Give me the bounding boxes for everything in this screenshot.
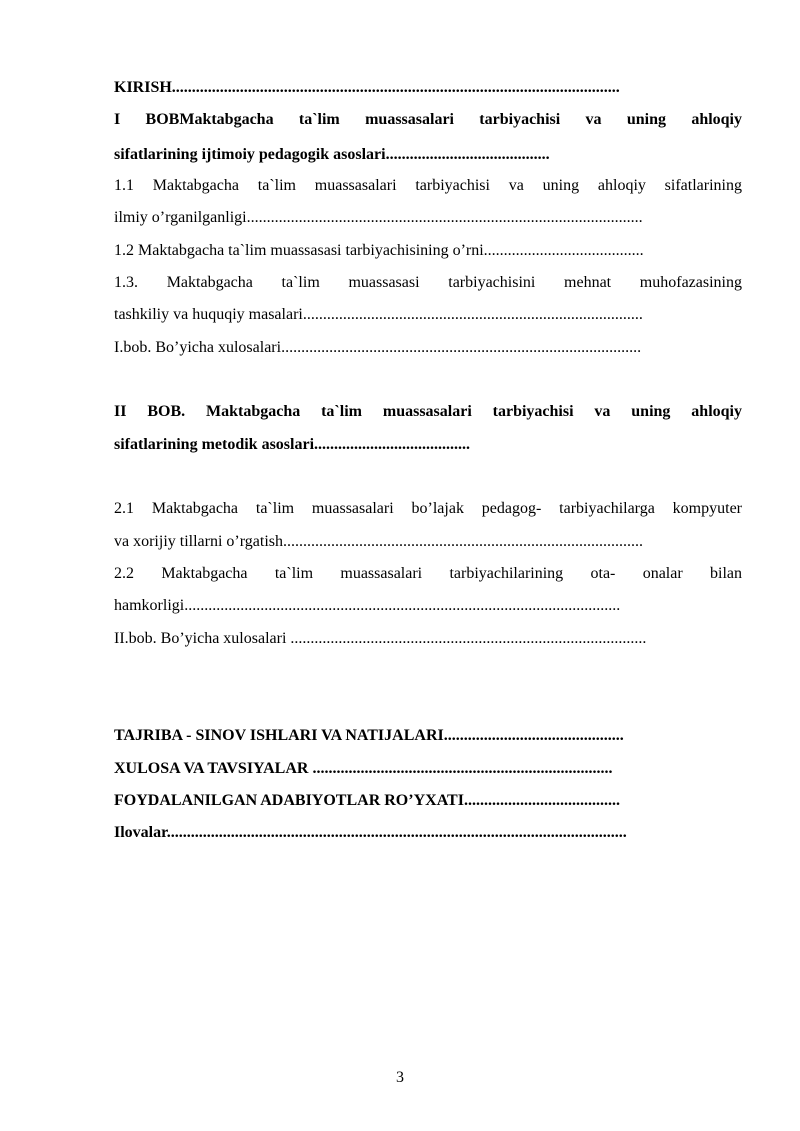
toc-entry-section-1-1-cont: ilmiy o’rganilganligi................................................................................................... [114,209,643,226]
page-number: 3 [396,1069,404,1086]
toc-entry-section-2-1-cont: va xorijiy tillarni o’rgatish.......................................................................................... [114,533,644,550]
toc-entry-ilovalar: Ilovalar................................................................................................................... [114,824,627,841]
toc-entry-chapter1-title: I BOBMaktabgacha ta`lim muassasalari tarbiyachisi va uning ahloqiy [114,111,742,128]
toc-entry-chapter1-title-cont: sifatlarining ijtimoiy pedagogik asoslari......................................... [114,146,550,163]
toc-entry-kirish: KIRISH................................................................................................................ [114,79,620,96]
toc-entry-section-1-1: 1.1 Maktabgacha ta`lim muassasalari tarbiyachisi va uning ahloqiy sifatlarining [114,177,742,194]
toc-entry-chapter2-title: II BOB. Maktabgacha ta`lim muassasalari tarbiyachisi va uning ahloqiy [114,403,742,420]
toc-entry-section-1-3-cont: tashkiliy va huquqiy masalari..................................................................................... [114,306,643,323]
toc-entry-chapter2-summary: II.bob. Bo’yicha xulosalari ......................................................................................... [114,630,647,647]
toc-entry-foydalanilgan: FOYDALANILGAN ADABIYOTLAR RO’YXATI....................................... [114,792,620,809]
toc-entry-section-1-3: 1.3. Maktabgacha ta`lim muassasasi tarbiyachisini mehnat muhofazasining [114,274,742,291]
toc-entry-chapter2-title-cont: sifatlarining metodik asoslari....................................... [114,436,471,453]
toc-entry-tajriba: TAJRIBA - SINOV ISHLARI VA NATIJALARI............................................. [114,727,624,744]
toc-entry-section-2-2: 2.2 Maktabgacha ta`lim muassasalari tarbiyachilarining ota- onalar bilan [114,565,742,582]
toc-entry-section-2-1: 2.1 Maktabgacha ta`lim muassasalari bo’lajak pedagog- tarbiyachilarga kompyuter [114,500,742,517]
toc-entry-section-1-2: 1.2 Maktabgacha ta`lim muassasasi tarbiyachisining o’rni........................................ [114,242,644,259]
toc-entry-chapter1-summary: I.bob. Bo’yicha xulosalari.......................................................................................... [114,339,642,356]
toc-entry-section-2-2-cont: hamkorligi............................................................................................................. [114,597,621,614]
toc-entry-xulosa: XULOSA VA TAVSIYALAR ........................................................................... [114,760,613,777]
